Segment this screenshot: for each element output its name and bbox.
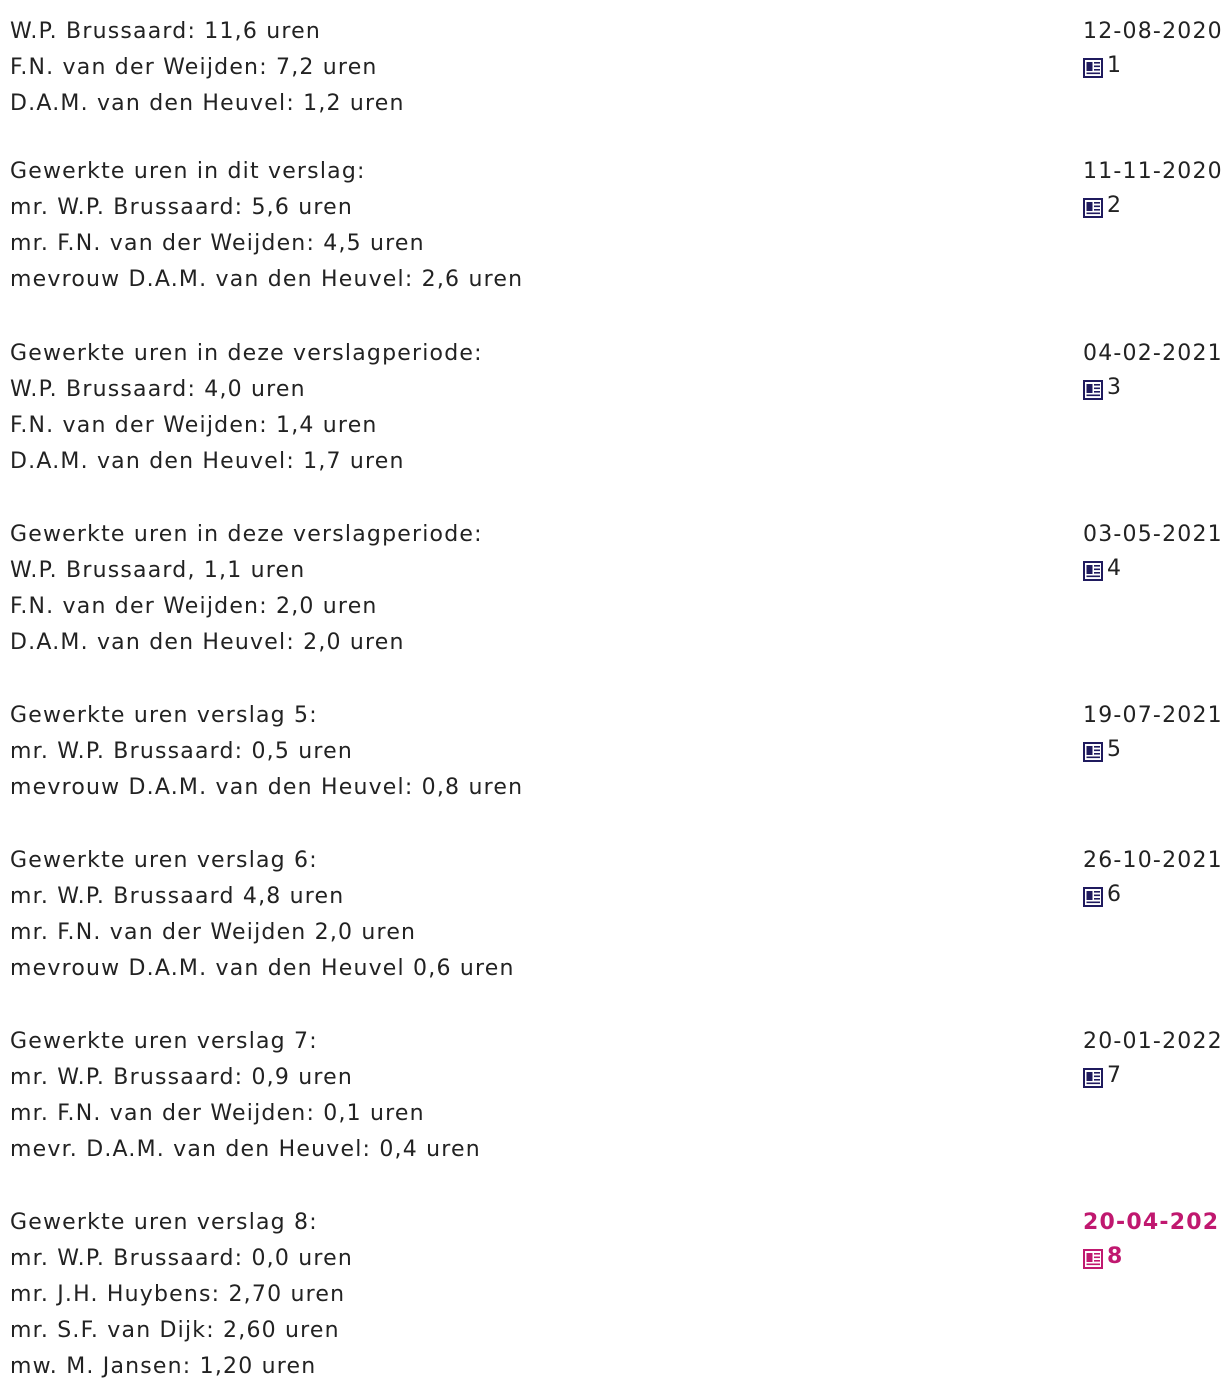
report-meta	[1083, 698, 1223, 770]
hours-line: D.A.M. van den Heuvel: 1,7 uren	[10, 449, 405, 474]
report-number: 6	[1107, 882, 1123, 907]
hours-line: Gewerkte uren in deze verslagperiode:	[10, 522, 483, 547]
report-link[interactable]	[1083, 734, 1223, 770]
report-date: 04-02-2021	[1083, 341, 1223, 366]
hours-line: mr. F.N. van der Weijden 2,0 uren	[10, 920, 417, 945]
report-meta	[1083, 843, 1223, 915]
hours-line: F.N. van der Weijden: 2,0 uren	[10, 594, 378, 619]
hours-lines	[10, 843, 515, 987]
report-date: 03-05-2021	[1083, 522, 1223, 547]
report-number: 8	[1107, 1244, 1124, 1269]
hours-line: mw. M. Jansen: 1,20 uren	[10, 1354, 317, 1379]
hours-line: Gewerkte uren in deze verslagperiode:	[10, 341, 483, 366]
hours-line: mevrouw D.A.M. van den Heuvel: 2,6 uren	[10, 267, 524, 292]
report-meta	[1083, 154, 1223, 226]
hours-line: mr. F.N. van der Weijden: 4,5 uren	[10, 231, 425, 256]
report-document-icon	[1083, 887, 1103, 907]
report-number: 4	[1107, 556, 1123, 581]
hours-lines	[10, 1205, 353, 1385]
report-date: 12-08-2020	[1083, 19, 1223, 44]
report-meta	[1083, 336, 1223, 408]
report-date: 11-11-2020	[1083, 159, 1223, 184]
report-document-icon	[1083, 561, 1103, 581]
report-document-icon	[1083, 58, 1103, 78]
hours-line: Gewerkte uren verslag 5:	[10, 703, 318, 728]
report-date: 20-01-2022	[1083, 1029, 1223, 1054]
hours-line: F.N. van der Weijden: 1,4 uren	[10, 413, 378, 438]
report-date: 26-10-2021	[1083, 848, 1223, 873]
hours-line: mevr. D.A.M. van den Heuvel: 0,4 uren	[10, 1137, 481, 1162]
report-number: 2	[1107, 193, 1123, 218]
hours-line: mr. J.H. Huybens: 2,70 uren	[10, 1282, 346, 1307]
report-meta	[1083, 1205, 1219, 1277]
hours-line: mevrouw D.A.M. van den Heuvel: 0,8 uren	[10, 775, 524, 800]
report-document-icon	[1083, 742, 1103, 762]
report-document-icon	[1083, 198, 1103, 218]
report-link[interactable]	[1083, 50, 1223, 86]
hours-line: Gewerkte uren in dit verslag:	[10, 159, 366, 184]
hours-line: Gewerkte uren verslag 6:	[10, 848, 318, 873]
report-document-icon	[1083, 1249, 1103, 1269]
hours-line: D.A.M. van den Heuvel: 2,0 uren	[10, 630, 405, 655]
report-meta	[1083, 1024, 1223, 1096]
hours-line: mevrouw D.A.M. van den Heuvel 0,6 uren	[10, 956, 515, 981]
hours-lines	[10, 14, 405, 122]
hours-line: mr. W.P. Brussaard: 0,5 uren	[10, 739, 354, 764]
hours-lines	[10, 336, 483, 480]
hours-line: Gewerkte uren verslag 7:	[10, 1029, 318, 1054]
hours-line: F.N. van der Weijden: 7,2 uren	[10, 55, 378, 80]
hours-line: mr. S.F. van Dijk: 2,60 uren	[10, 1318, 340, 1343]
hours-line: Gewerkte uren verslag 8:	[10, 1210, 318, 1235]
report-meta	[1083, 517, 1223, 589]
report-number: 5	[1107, 737, 1123, 762]
report-number: 1	[1107, 53, 1123, 78]
report-date: 20-04-202	[1083, 1210, 1220, 1235]
report-link[interactable]	[1083, 190, 1223, 226]
hours-lines	[10, 698, 523, 806]
report-link[interactable]	[1083, 553, 1223, 589]
report-number: 3	[1107, 375, 1123, 400]
report-date: 19-07-2021	[1083, 703, 1223, 728]
hours-line: W.P. Brussaard: 4,0 uren	[10, 377, 306, 402]
hours-line: mr. W.P. Brussaard: 0,0 uren	[10, 1246, 354, 1271]
hours-line: D.A.M. van den Heuvel: 1,2 uren	[10, 91, 405, 116]
hours-line: W.P. Brussaard, 1,1 uren	[10, 558, 306, 583]
hours-line: mr. W.P. Brussaard: 5,6 uren	[10, 195, 354, 220]
hours-line: mr. F.N. van der Weijden: 0,1 uren	[10, 1101, 425, 1126]
hours-line: W.P. Brussaard: 11,6 uren	[10, 19, 322, 44]
hours-lines	[10, 1024, 481, 1168]
report-link[interactable]	[1083, 1060, 1223, 1096]
report-link[interactable]	[1083, 879, 1223, 915]
report-document-icon	[1083, 380, 1103, 400]
report-meta	[1083, 14, 1223, 86]
hours-line: mr. W.P. Brussaard 4,8 uren	[10, 884, 345, 909]
report-document-icon	[1083, 1068, 1103, 1088]
report-number: 7	[1107, 1063, 1123, 1088]
hours-lines	[10, 154, 523, 298]
report-link[interactable]	[1083, 1241, 1219, 1277]
hours-line: mr. W.P. Brussaard: 0,9 uren	[10, 1065, 354, 1090]
report-link[interactable]	[1083, 372, 1223, 408]
hours-lines	[10, 517, 483, 661]
